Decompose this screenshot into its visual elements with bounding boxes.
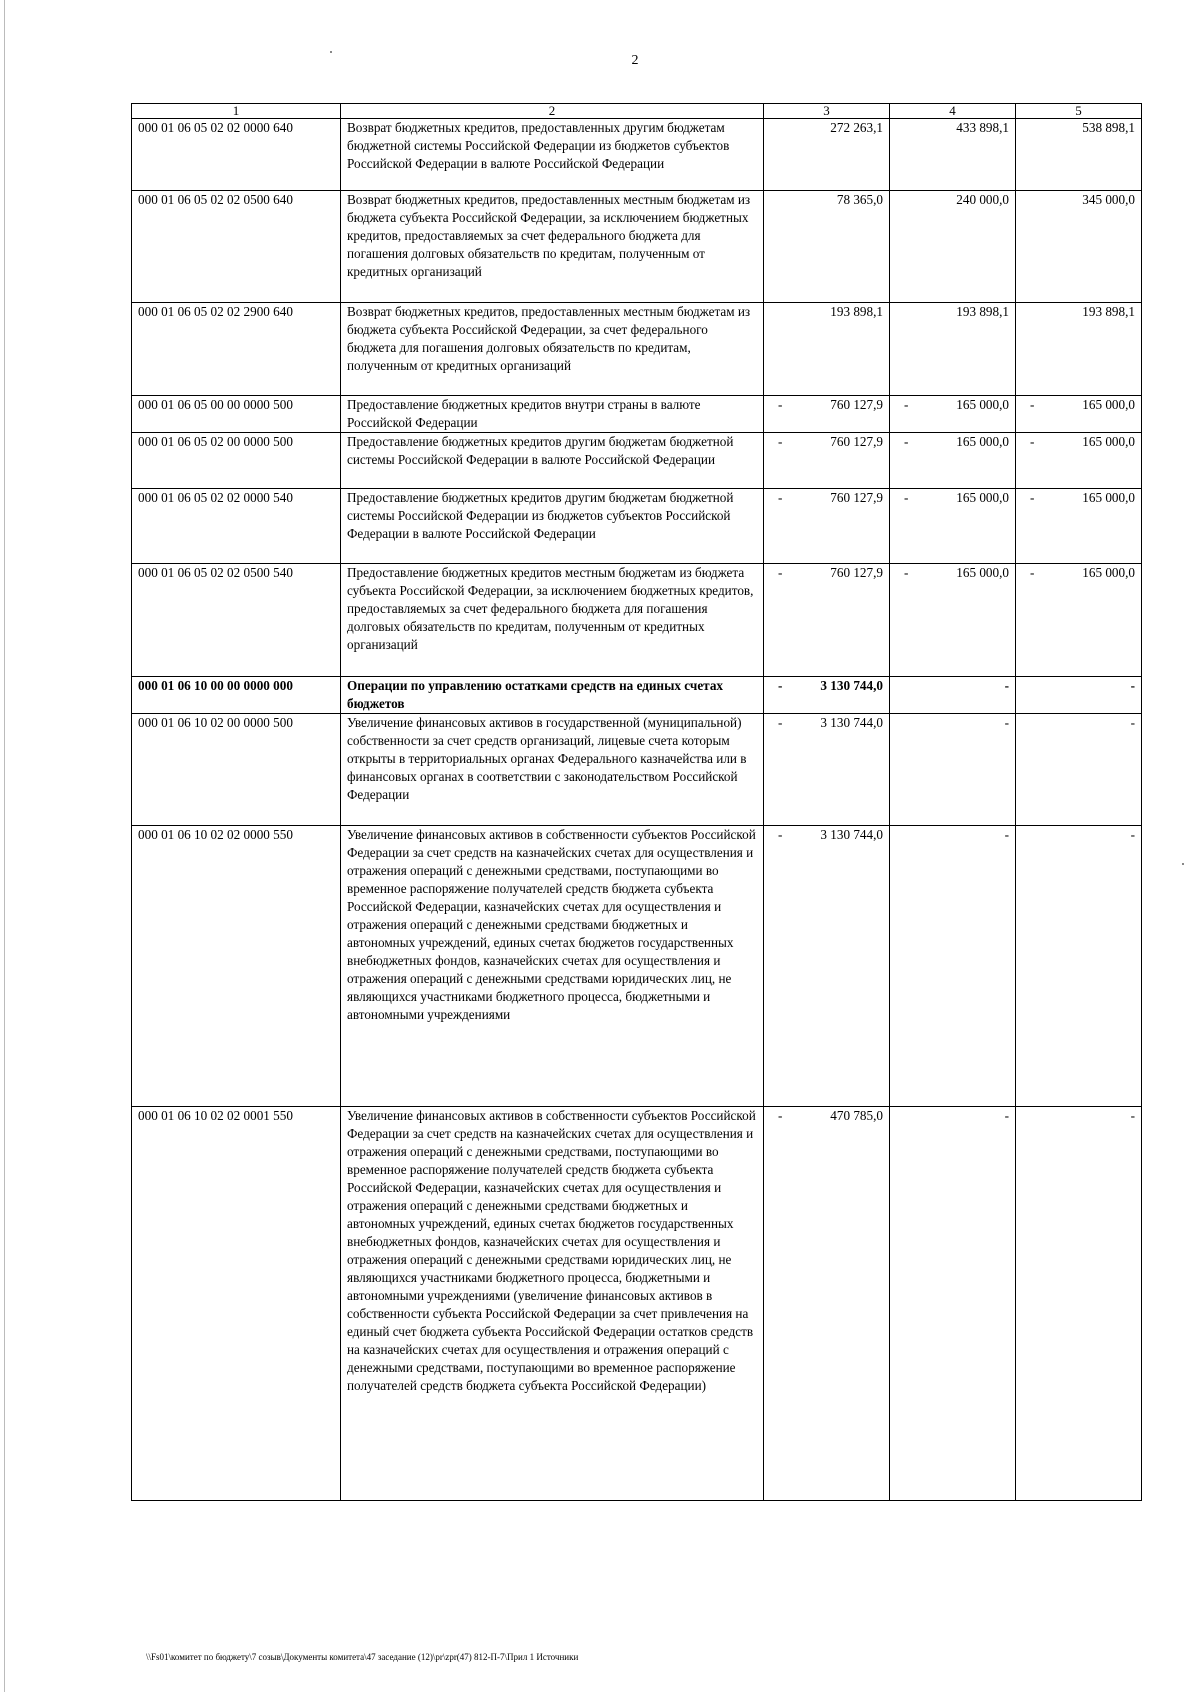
table-row [132,826,1142,1107]
column-header: 1 [132,104,341,119]
value-col3 [764,677,890,714]
minus-sign: - [778,1108,783,1123]
value: 3 130 744,0 [820,678,883,693]
table-row [132,191,1142,303]
value: 78 365,0 [836,192,883,207]
budget-code: 000 01 06 10 02 02 0001 550 [132,1107,341,1501]
table-row [132,396,1142,433]
value-col4 [890,1107,1016,1501]
value-col4 [890,564,1016,677]
value: 3 130 744,0 [820,715,883,730]
footer-file-path: \\Fs01\комитет по бюджету\7 созыв\Документы комитета\47 заседание (12)\pr\zpr(47) 812-П-7\Прил 1 Источники [146,1652,579,1662]
value-col5 [1016,396,1142,433]
budget-code: 000 01 06 05 02 02 2900 640 [132,303,341,396]
value-col4 [890,433,1016,489]
value-col3 [764,714,890,826]
minus-sign: - [778,490,783,505]
minus-sign: - [904,434,909,449]
value-col5 [1016,433,1142,489]
minus-sign: - [1030,490,1035,505]
value-col4 [890,714,1016,826]
row-description: Операции по управлению остатками средств на единых счетах бюджетов [341,677,764,714]
value: 433 898,1 [956,120,1009,135]
scan-dot [330,51,332,53]
minus-sign: - [1030,397,1035,412]
table-row [132,714,1142,826]
table-row [132,677,1142,714]
value: - [1130,827,1135,842]
minus-sign: - [778,715,783,730]
value: 165 000,0 [1082,397,1135,412]
row-description: Предоставление бюджетных кредитов другим бюджетам бюджетной системы Российской Федерации в валюте Российской Федерации [341,433,764,489]
table-row [132,303,1142,396]
table-row [132,433,1142,489]
value-col5 [1016,714,1142,826]
value-col4 [890,191,1016,303]
value-col4 [890,826,1016,1107]
table-row [132,1107,1142,1501]
scan-dot [1182,863,1184,865]
value-col4 [890,303,1016,396]
row-description: Предоставление бюджетных кредитов другим бюджетам бюджетной системы Российской Федерации из бюджетов субъектов Российской Федерации в валюте Российской Федерации [341,489,764,564]
value-col3 [764,826,890,1107]
value: 165 000,0 [956,397,1009,412]
minus-sign: - [778,397,783,412]
value: 3 130 744,0 [820,827,883,842]
value-col5 [1016,564,1142,677]
value-col5 [1016,1107,1142,1501]
table-row [132,119,1142,191]
value-col3 [764,119,890,191]
value: 165 000,0 [1082,565,1135,580]
budget-code: 000 01 06 05 02 02 0500 640 [132,191,341,303]
minus-sign: - [778,565,783,580]
value: 165 000,0 [956,434,1009,449]
row-description: Возврат бюджетных кредитов, предоставленных местным бюджетам из бюджета субъекта Российской Федерации, за исключением бюджетных кредитов, предоставляемых за счет федерального бюджета для погашения долговых обязательств по кредитам, полученным от кредитных организаций [341,191,764,303]
value: 345 000,0 [1082,192,1135,207]
column-header: 2 [341,104,764,119]
value: - [1004,715,1009,730]
budget-code: 000 01 06 05 02 02 0000 540 [132,489,341,564]
value-col4 [890,396,1016,433]
value-col5 [1016,119,1142,191]
page-number: 2 [631,53,639,68]
budget-code: 000 01 06 05 00 00 0000 500 [132,396,341,433]
budget-code: 000 01 06 10 02 00 0000 500 [132,714,341,826]
value: - [1130,715,1135,730]
budget-code: 000 01 06 10 02 02 0000 550 [132,826,341,1107]
row-description: Увеличение финансовых активов в собственности субъектов Российской Федерации за счет средств на казначейских счетах для осуществления и отражения операций с денежными средствами, поступающими во временное распоряжение получателей средств бюджета субъекта Российской Федерации, казначейских счетах для осуществления и отражения операций с денежными средствами бюджетных и автономных учреждений, единых счетах бюджетов государственных внебюджетных фондов, казначейских счетах для осуществления и отражения операций с денежными средствами юридических лиц, не являющихся участниками бюджетного процесса, бюджетными и автономными учреждениями (увеличение финансовых активов в собственности субъекта Российской Федерации за счет привлечения на единый счет бюджета субъекта Российской Федерации остатков средств на казначейских счетах для осуществления и отражения операций с денежными средствами, поступающими во временное распоряжение получателей средств бюджета субъекта Российской Федерации) [341,1107,764,1501]
value-col3 [764,396,890,433]
minus-sign: - [778,827,783,842]
budget-code: 000 01 06 05 02 02 0000 640 [132,119,341,191]
value-col4 [890,677,1016,714]
value-col5 [1016,826,1142,1107]
value: 760 127,9 [830,565,883,580]
value-col4 [890,119,1016,191]
value: 165 000,0 [1082,434,1135,449]
row-description: Увеличение финансовых активов в государственной (муниципальной) собственности за счет средств организаций, лицевые счета которым открыты в территориальных органах Федерального казначейства или в финансовых органах в соответствии с законодательством Российской Федерации [341,714,764,826]
minus-sign: - [904,397,909,412]
minus-sign: - [1030,434,1035,449]
minus-sign: - [778,434,783,449]
value-col3 [764,1107,890,1501]
value: 240 000,0 [956,192,1009,207]
value-col3 [764,303,890,396]
row-description: Предоставление бюджетных кредитов внутри страны в валюте Российской Федерации [341,396,764,433]
value: 165 000,0 [956,490,1009,505]
budget-code: 000 01 06 05 02 00 0000 500 [132,433,341,489]
row-description: Предоставление бюджетных кредитов местным бюджетам из бюджета субъекта Российской Федерации, за исключением бюджетных кредитов, предоставляемых за счет федерального бюджета для погашения долговых обязательств по кредитам, полученным от кредитных организаций [341,564,764,677]
scan-edge-mark [4,0,5,1692]
value: 165 000,0 [1082,490,1135,505]
sources-table [131,103,1142,1501]
column-header: 5 [1016,104,1142,119]
table-row [132,489,1142,564]
column-header: 4 [890,104,1016,119]
value: - [1004,1108,1009,1123]
value: 272 263,1 [830,120,883,135]
minus-sign: - [778,678,783,693]
header-row [132,104,1142,119]
value: 165 000,0 [956,565,1009,580]
minus-sign: - [904,490,909,505]
value: 193 898,1 [830,304,883,319]
value-col3 [764,433,890,489]
value-col5 [1016,303,1142,396]
value: 538 898,1 [1082,120,1135,135]
row-description: Увеличение финансовых активов в собственности субъектов Российской Федерации за счет средств на казначейских счетах для осуществления и отражения операций с денежными средствами, поступающими во временное распоряжение получателей средств бюджета субъекта Российской Федерации, казначейских счетах для осуществления и отражения операций с денежными средствами бюджетных и автономных учреждений, единых счетах бюджетов государственных внебюджетных фондов, казначейских счетах для осуществления и отражения операций с денежными средствами юридических лиц, не являющихся участниками бюджетного процесса, бюджетными и автономными учреждениями [341,826,764,1107]
value: - [1004,827,1009,842]
value: 193 898,1 [956,304,1009,319]
value-col5 [1016,191,1142,303]
value-col5 [1016,677,1142,714]
value: 760 127,9 [830,490,883,505]
value: 760 127,9 [830,434,883,449]
value: - [1130,1108,1135,1123]
minus-sign: - [904,565,909,580]
row-description: Возврат бюджетных кредитов, предоставленных местным бюджетам из бюджета субъекта Российской Федерации, за счет федерального бюджета для погашения долговых обязательств по кредитам, полученным от кредитных организаций [341,303,764,396]
table-row [132,564,1142,677]
value: 760 127,9 [830,397,883,412]
value-col3 [764,191,890,303]
value-col5 [1016,489,1142,564]
value: 470 785,0 [830,1108,883,1123]
value: 193 898,1 [1082,304,1135,319]
value-col4 [890,489,1016,564]
value-col3 [764,564,890,677]
value-col3 [764,489,890,564]
row-description: Возврат бюджетных кредитов, предоставленных другим бюджетам бюджетной системы Российской Федерации из бюджетов субъектов Российской Федерации в валюте Российской Федерации [341,119,764,191]
budget-code: 000 01 06 05 02 02 0500 540 [132,564,341,677]
budget-code: 000 01 06 10 00 00 0000 000 [132,677,341,714]
column-header: 3 [764,104,890,119]
value: - [1130,678,1135,693]
value: - [1004,678,1009,693]
minus-sign: - [1030,565,1035,580]
